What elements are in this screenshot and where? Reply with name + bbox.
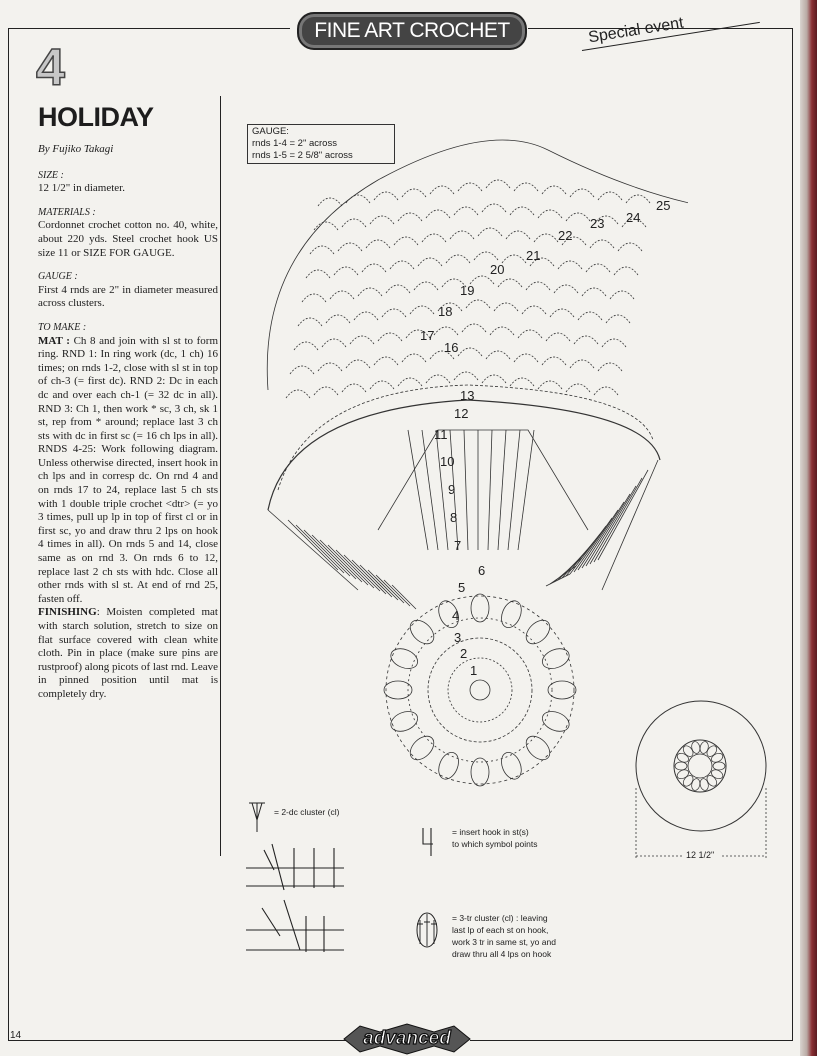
section-banner: FINE ART CROCHET [297, 12, 527, 50]
round-label: 17 [420, 328, 435, 343]
lace-arc [482, 375, 506, 383]
round-label: 2 [460, 646, 468, 661]
round-label: 1 [470, 663, 478, 678]
lace-arc [506, 231, 530, 239]
lace-arc [514, 183, 538, 191]
lace-arc [486, 351, 510, 359]
lace-arc [374, 357, 398, 365]
petal [498, 749, 525, 782]
petal [406, 616, 439, 649]
legend-insert-hook [452, 826, 538, 850]
outer-petals [384, 594, 576, 786]
petal [406, 732, 439, 765]
round-ring [428, 638, 532, 742]
mini-petal [691, 741, 701, 754]
lace-arc [590, 240, 614, 248]
lace-arc [418, 258, 442, 266]
lace-arc [522, 306, 546, 314]
lace-arc [578, 312, 602, 320]
round-ring [448, 658, 512, 722]
gauge-box-line: rnds 1-5 = 2 5/8" across [252, 150, 353, 161]
round-label: 25 [656, 198, 671, 213]
stitch-line [336, 550, 374, 588]
stitch-line [464, 430, 468, 550]
tr-cluster-icon [414, 910, 440, 950]
stitch-line [320, 540, 362, 582]
lace-arc [518, 330, 542, 338]
round-label: 8 [450, 510, 458, 525]
petal [471, 758, 489, 786]
lace-arc [402, 354, 426, 362]
lace-arc [342, 384, 366, 392]
round-label: 6 [478, 563, 486, 578]
size-label: SIZE : [38, 169, 64, 181]
special-event-label: Special event [587, 14, 685, 47]
petal [522, 616, 555, 649]
lace-arc [378, 333, 402, 341]
lace-arc [494, 303, 518, 311]
stitch-line [508, 430, 520, 550]
round-label: 12 [454, 406, 469, 421]
round-label: 20 [490, 262, 505, 277]
lace-arc [550, 309, 574, 317]
lace-arc [602, 339, 626, 347]
legend-line: work 3 tr in same st, yo and [452, 937, 556, 947]
round-ring [408, 618, 552, 762]
to-make-label: TO MAKE : [38, 321, 87, 333]
page-number: 14 [10, 1030, 22, 1041]
lace-arc [426, 210, 450, 218]
lace-arc [362, 264, 386, 272]
petal [522, 732, 555, 765]
stitch-line [304, 530, 350, 576]
lace-arc [306, 270, 330, 278]
lace-arc [534, 234, 558, 242]
round-label: 3 [454, 630, 462, 645]
lace-arc [538, 381, 562, 389]
lace-arc [398, 378, 422, 386]
lace-arc [390, 261, 414, 269]
mini-petal [675, 762, 687, 770]
legend-line: = 3-tr cluster (cl) : leaving [452, 913, 548, 923]
stitch-line [392, 585, 416, 609]
lace-arc [462, 324, 486, 332]
petal [388, 708, 421, 735]
lace-arc [342, 219, 366, 227]
lace-arc [450, 231, 474, 239]
legend-line: = insert hook in st(s) [452, 827, 529, 837]
round-ring [386, 596, 574, 784]
lace-arc [426, 375, 450, 383]
mini-petal [699, 778, 709, 791]
insert-hook-icon [420, 824, 436, 858]
lace-arc [434, 327, 458, 335]
round-label: 4 [452, 608, 460, 623]
frame-line [792, 28, 793, 1040]
lace-arc [422, 234, 446, 242]
lace-arc [474, 252, 498, 260]
difficulty-badge: advanced [363, 1028, 451, 1049]
lace-arc [486, 180, 510, 188]
finishing-text: : Moisten completed mat with starch solution, stretch to size on flat surface covered with clean white cloth. Pin in place (make sure pins are rustproof) along picots of last rnd. Leave in pinned position until mat is completely dry. [38, 606, 218, 700]
lace-arc [458, 348, 482, 356]
pattern-number: 4 [36, 39, 65, 97]
lace-arc [410, 306, 434, 314]
stitch-line [594, 478, 642, 562]
lace-arc [298, 318, 322, 326]
lace-arc [558, 261, 582, 269]
lace-arc [566, 384, 590, 392]
wedge-outline [268, 430, 658, 590]
stitch-line [518, 430, 534, 550]
mat-label: MAT : [38, 334, 70, 347]
frame-line [470, 1040, 793, 1041]
lace-arc [354, 312, 378, 320]
mat-text: Ch 8 and join with sl st to form ring. RND 1: In ring work (dc, 1 ch) 16 times; on rnds 1-2, close with sl st in top of ch-3 (= first dc). RND 2: Dc in each dc and over each ch-1 (= 32 dc in all). RND 3: Ch 1, then work * sc, 3 ch, sk 1 st, rep from * around; replace last 3 ch sts with dc in first sc (= 16 ch lps in all). RNDS 4-25: Work following diagram. Unless otherwise directed, insert hook in ch lps and in corresp dc. On rnd 4 and on rnds 17 to 24, replace last 5 ch sts with 1 double triple crochet <dtr> (= yo 3 times, pull up lp in top of first cl or in first sc, yo and draw thru 2 lps on hook 4 times in all). On rnds 5 and 14, close same as on rnd 3. On rnds 6 to 12, replace last 2 ch sts with hdc. Close all other rnds with sl st. At end of rnd 25, fasten off. [38, 334, 219, 605]
petal [498, 598, 525, 631]
lace-arc [322, 339, 346, 347]
round-label: 9 [448, 482, 456, 497]
stitch-line [498, 430, 506, 550]
mini-petal [710, 752, 724, 764]
lace-arc [402, 189, 426, 197]
gauge-label: GAUGE : [38, 271, 78, 283]
lace-arc [374, 192, 398, 200]
round-label: 10 [440, 454, 455, 469]
round-label: 18 [438, 304, 453, 319]
lace-arc [318, 363, 342, 371]
lace-arc [346, 195, 370, 203]
lace-arc [414, 282, 438, 290]
mini-petal [713, 762, 725, 770]
lace-arc [294, 342, 318, 350]
frame-line [8, 28, 9, 1040]
mini-petal [699, 741, 709, 754]
mini-petal [691, 778, 701, 791]
round-label: 23 [590, 216, 605, 231]
spiral-outline [267, 140, 688, 390]
lace-arc [334, 267, 358, 275]
lace-arc [502, 255, 526, 263]
mini-petal [676, 752, 690, 764]
page-edge [800, 0, 817, 1056]
stitch-line [598, 470, 648, 560]
stitch-line [550, 566, 576, 584]
lace-arc [510, 207, 534, 215]
gauge-text: First 4 rnds are 2" in diameter measured across clusters. [38, 283, 218, 310]
pattern-instructions [22, 40, 218, 702]
lace-arc [290, 366, 314, 374]
lace-arc [598, 192, 622, 200]
round-label: 13 [460, 388, 475, 403]
lace-arc [310, 246, 334, 254]
lace-arc [626, 195, 650, 203]
stitch-line [546, 574, 570, 586]
lace-arc [542, 186, 566, 194]
frame-line [8, 1040, 348, 1041]
stitch-line [408, 430, 428, 550]
petal [539, 645, 572, 672]
petal [435, 749, 462, 782]
lace-arc [606, 315, 630, 323]
lace-arc [350, 336, 374, 344]
lace-arc [318, 198, 342, 206]
center-ring [470, 680, 490, 700]
lace-arc [326, 315, 350, 323]
lace-arc [514, 354, 538, 362]
stitch-line [312, 535, 356, 579]
lace-arc [582, 288, 606, 296]
lace-arc [330, 291, 354, 299]
gauge-box-line: rnds 1-4 = 2" across [252, 138, 337, 149]
lace-arc [286, 390, 310, 398]
round-label: 21 [526, 248, 541, 263]
size-diagram [626, 698, 776, 864]
dc-cluster-icon [246, 800, 268, 834]
lace-arc [430, 186, 454, 194]
lace-arc [458, 183, 482, 191]
lace-arc [358, 288, 382, 296]
stitch-line [288, 520, 338, 570]
lace-arc [570, 360, 594, 368]
finishing-label: FINISHING [38, 606, 97, 619]
round-label: 7 [454, 538, 462, 553]
lace-arc [490, 327, 514, 335]
lace-arc [598, 363, 622, 371]
stitch-illustration-icon [244, 840, 354, 980]
lace-arc [366, 240, 390, 248]
lace-arc [482, 204, 506, 212]
lace-arc [446, 255, 470, 263]
stitch-line [296, 525, 344, 573]
round-label: 24 [626, 210, 641, 225]
stitch-line [590, 486, 636, 564]
lace-arc [538, 210, 562, 218]
stitch-line [376, 575, 404, 603]
stitch-line [422, 430, 438, 550]
lace-arc [398, 213, 422, 221]
round-label: 11 [434, 427, 448, 442]
size-dimension: 12 1/2" [686, 850, 715, 860]
mini-petal [710, 768, 724, 780]
legend-line: to which symbol points [452, 839, 538, 849]
lace-arc [574, 336, 598, 344]
lace-arc [394, 237, 418, 245]
lace-arc [554, 285, 578, 293]
legend-tr-cluster [452, 912, 556, 960]
sidebar-divider [220, 96, 221, 856]
round-label: 5 [458, 580, 466, 595]
stitch-line [582, 502, 624, 568]
petal [471, 594, 489, 622]
lace-arc [314, 387, 338, 395]
round-label: 16 [444, 340, 459, 355]
lace-arc [526, 282, 550, 290]
frame-line [8, 28, 290, 29]
stitch-line [344, 555, 380, 591]
crochet-chart [228, 130, 688, 790]
stitch-line [368, 570, 398, 600]
gauge-box-title: GAUGE: [252, 126, 289, 137]
lace-arc [454, 372, 478, 380]
lace-arc [370, 381, 394, 389]
petal [539, 708, 572, 735]
lace-arc [346, 360, 370, 368]
lace-arc [466, 300, 490, 308]
lace-arc [302, 294, 326, 302]
lace-arc [614, 267, 638, 275]
petal [388, 645, 421, 672]
lace-arc [338, 243, 362, 251]
lace-arc [594, 387, 618, 395]
lace-arc [498, 279, 522, 287]
round-label: 22 [558, 228, 573, 243]
lace-arc [478, 228, 502, 236]
lace-arc [510, 378, 534, 386]
lace-arc [546, 333, 570, 341]
materials-label: MATERIALS : [38, 206, 96, 218]
lace-arc [566, 213, 590, 221]
legend-line: last lp of each st on hook, [452, 925, 549, 935]
stitch-line [360, 565, 392, 597]
byline: By Fujiko Takagi [38, 143, 114, 155]
lace-arc [386, 285, 410, 293]
stitch-line [328, 545, 368, 585]
stitch-line [488, 430, 492, 550]
pattern-title: HOLIDAY [38, 102, 154, 132]
round-label: 19 [460, 283, 475, 298]
lace-arc [586, 264, 610, 272]
stitch-line [578, 510, 618, 570]
stitch-line [586, 494, 630, 566]
materials-text: Cordonnet crochet cotton no. 40, white, about 220 yds. Steel crochet hook US size 11 or SIZE FOR GAUGE. [38, 219, 218, 259]
lace-arc [610, 291, 634, 299]
size-text: 12 1/2" in diameter. [38, 182, 125, 195]
lace-arc [454, 207, 478, 215]
lace-arc [370, 216, 394, 224]
lace-arc [382, 309, 406, 317]
lace-arc [542, 357, 566, 365]
wedge-stitches [288, 430, 648, 609]
legend-line: draw thru all 4 lps on hook [452, 949, 552, 959]
stitch-line [436, 430, 448, 550]
lace-arc [570, 189, 594, 197]
lace-arc [618, 243, 642, 251]
legend-dc-cluster: = 2-dc cluster (cl) [274, 807, 340, 817]
